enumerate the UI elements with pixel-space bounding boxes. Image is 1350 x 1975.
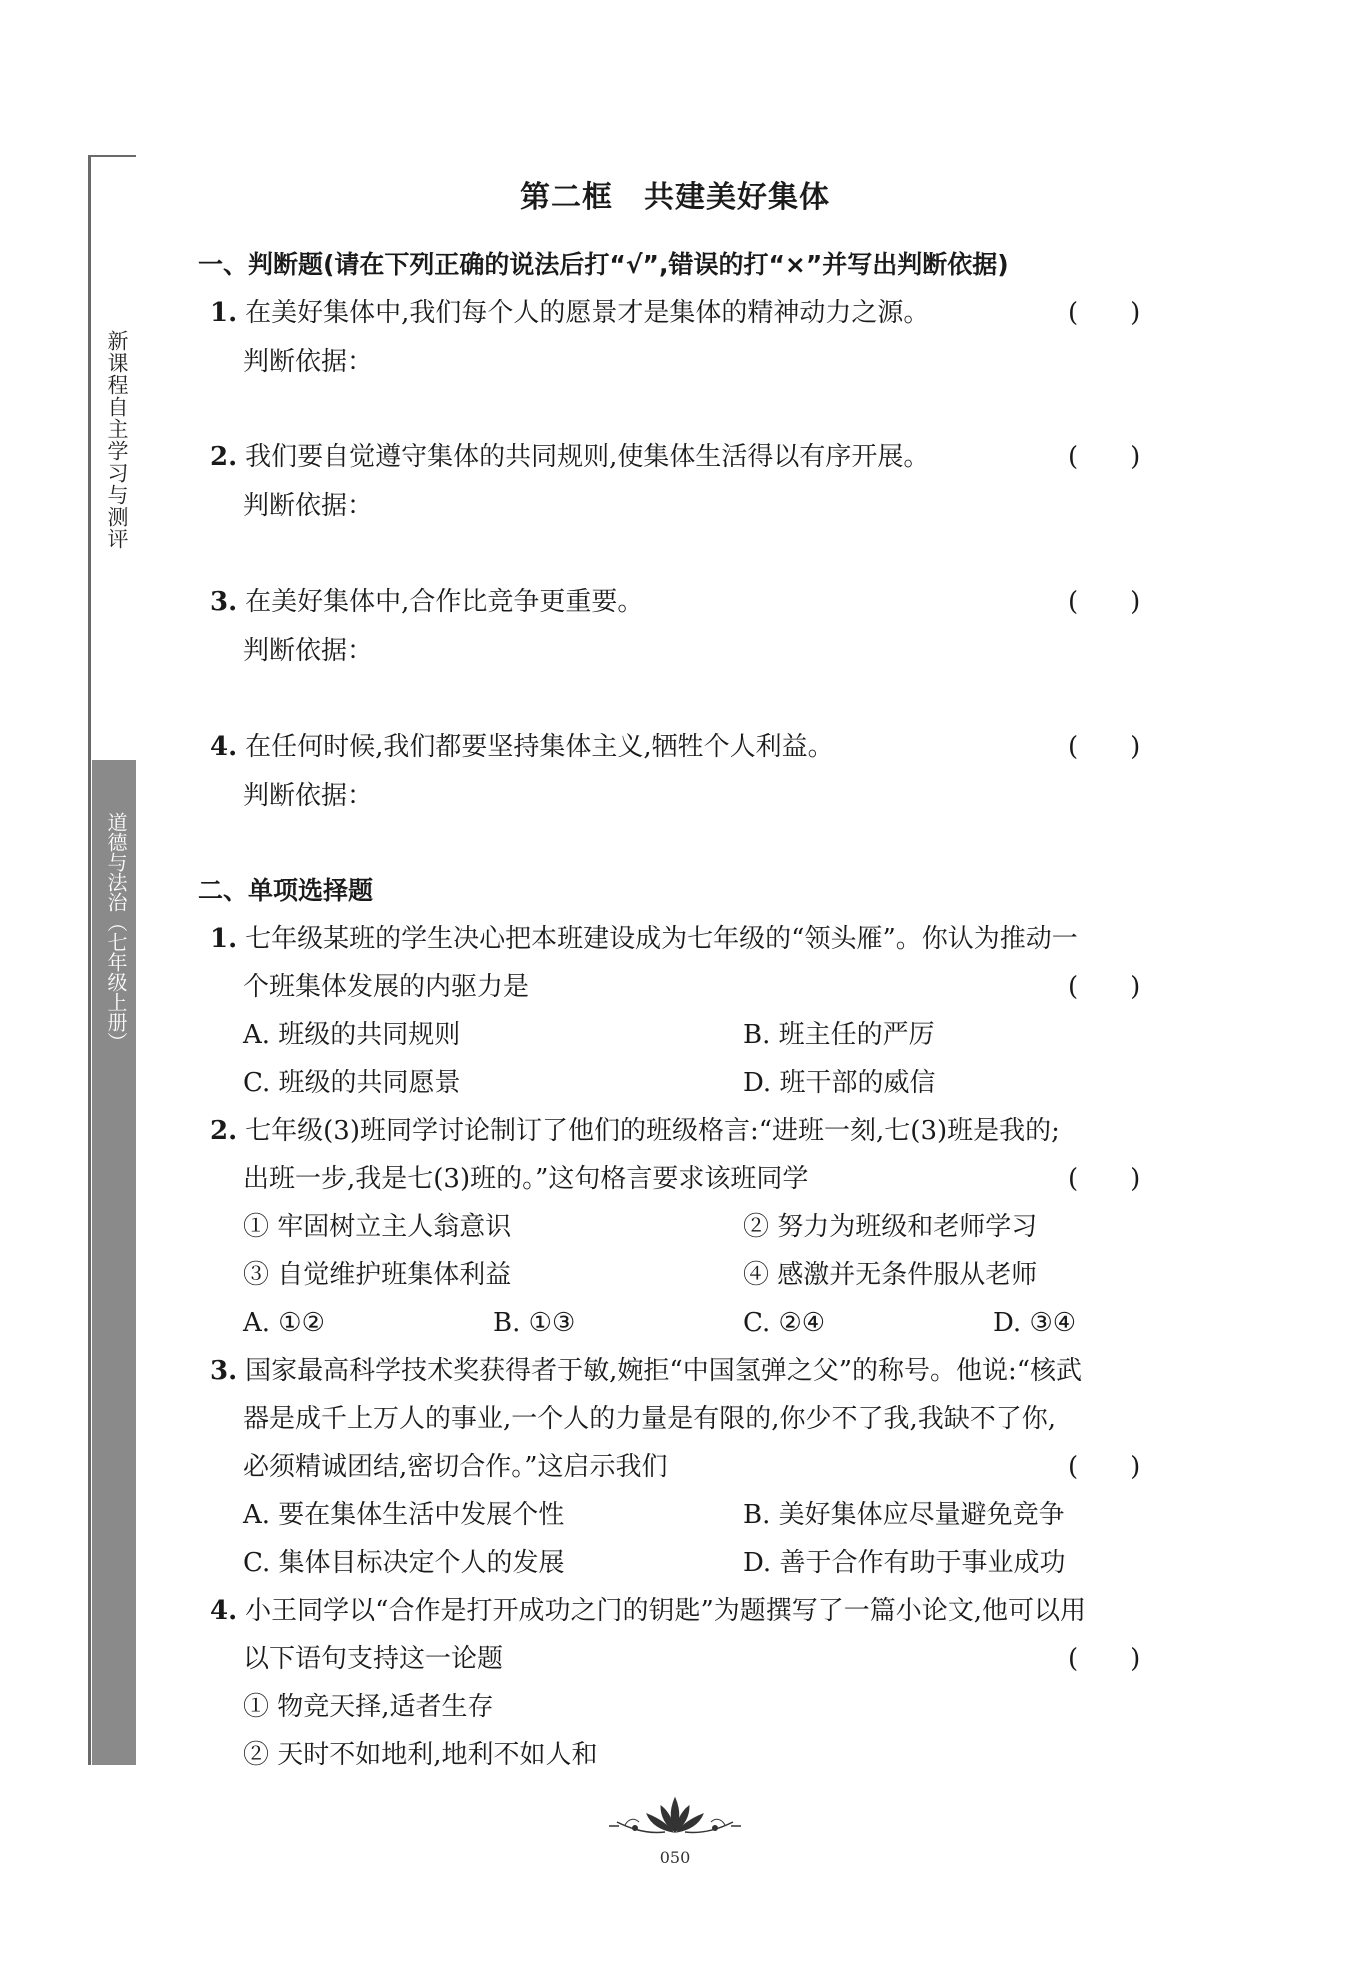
- answer-blank[interactable]: ( ): [1068, 972, 1141, 1002]
- footer-ornament-icon: [595, 1792, 755, 1842]
- option-b[interactable]: B. 班主任的严厉: [743, 1020, 935, 1050]
- item-text: 在美好集体中,我们每个人的愿景才是集体的精神动力之源。: [245, 298, 930, 328]
- judge-item-1: [210, 296, 929, 330]
- statement-3: ③ 自觉维护班集体利益: [243, 1260, 512, 1290]
- question-text: 七年级某班的学生决心把本班建设成为七年级的“领头雁”。你认为推动一: [245, 924, 1078, 954]
- judge-basis-1: 判断依据：: [243, 347, 374, 377]
- series-title: 新课程自主学习与测评: [105, 330, 129, 550]
- option-d[interactable]: D. 班干部的威信: [743, 1068, 936, 1098]
- mc-question-2-line1: [210, 1114, 1060, 1148]
- option-a[interactable]: A. 班级的共同规则: [243, 1020, 461, 1050]
- option-d[interactable]: D. 善于合作有助于事业成功: [743, 1548, 1066, 1578]
- judge-item-2: [210, 440, 929, 474]
- answer-blank[interactable]: ( ): [1068, 298, 1141, 328]
- question-number: 2.: [210, 1116, 238, 1146]
- option-c[interactable]: C. 集体目标决定个人的发展: [243, 1548, 565, 1578]
- option-c[interactable]: C. ②④: [743, 1308, 826, 1338]
- mc-question-3-line1: [210, 1354, 1082, 1388]
- answer-blank[interactable]: ( ): [1068, 1164, 1141, 1194]
- statement-1: ① 牢固树立主人翁意识: [243, 1212, 512, 1242]
- answer-blank[interactable]: ( ): [1068, 587, 1141, 617]
- option-c[interactable]: C. 班级的共同愿景: [243, 1068, 461, 1098]
- answer-blank[interactable]: ( ): [1068, 732, 1141, 762]
- item-text: 我们要自觉遵守集体的共同规则,使集体生活得以有序开展。: [245, 442, 930, 472]
- question-text: 小王同学以“合作是打开成功之门的钥匙”为题撰写了一篇小论文,他可以用: [245, 1596, 1087, 1626]
- judge-basis-3: 判断依据：: [243, 636, 374, 666]
- judge-basis-4: 判断依据：: [243, 781, 374, 811]
- page-title: 第二框 共建美好集体: [520, 180, 830, 215]
- item-text: 在美好集体中,合作比竞争更重要。: [245, 587, 644, 617]
- subject-title: 道德与法治（七年级上册）: [104, 812, 128, 1052]
- option-a[interactable]: A. ①②: [243, 1308, 325, 1338]
- judge-item-4: [210, 730, 834, 764]
- answer-blank[interactable]: ( ): [1068, 442, 1141, 472]
- item-number: 3.: [210, 587, 238, 617]
- answer-blank[interactable]: ( ): [1068, 1452, 1141, 1482]
- statement-2: ② 天时不如地利,地利不如人和: [243, 1740, 598, 1770]
- mc-question-3-line2: 器是成千上万人的事业,一个人的力量是有限的,你少不了我,我缺不了你,: [243, 1404, 1057, 1434]
- option-d[interactable]: D. ③④: [993, 1308, 1077, 1338]
- mc-question-4-line2: 以下语句支持这一论题: [243, 1644, 504, 1674]
- item-text: 在任何时候,我们都要坚持集体主义,牺牲个人利益。: [245, 732, 834, 762]
- item-number: 1.: [210, 298, 238, 328]
- section2-heading: 二、单项选择题: [198, 876, 374, 905]
- judge-item-3: [210, 585, 643, 619]
- question-text: 七年级(3)班同学讨论制订了他们的班级格言:“进班一刻,七(3)班是我的;: [245, 1116, 1060, 1146]
- question-number: 3.: [210, 1356, 238, 1386]
- question-number: 4.: [210, 1596, 238, 1626]
- mc-question-3-line3: 必须精诚团结,密切合作。”这启示我们: [243, 1452, 668, 1482]
- mc-question-1-line1: [210, 922, 1078, 956]
- section1-heading: 一、判断题(请在下列正确的说法后打“√”,错误的打“×”并写出判断依据): [198, 250, 1009, 279]
- answer-blank[interactable]: ( ): [1068, 1644, 1141, 1674]
- option-b[interactable]: B. ①③: [493, 1308, 576, 1338]
- option-b[interactable]: B. 美好集体应尽量避免竞争: [743, 1500, 1065, 1530]
- mc-question-4-line1: [210, 1594, 1086, 1628]
- option-a[interactable]: A. 要在集体生活中发展个性: [243, 1500, 565, 1530]
- question-text: 国家最高科学技术奖获得者于敏,婉拒“中国氢弹之父”的称号。他说:“核武: [245, 1356, 1083, 1386]
- question-number: 1.: [210, 924, 238, 954]
- mc-question-1-line2: 个班集体发展的内驱力是: [243, 972, 530, 1002]
- item-number: 2.: [210, 442, 238, 472]
- statement-2: ② 努力为班级和老师学习: [743, 1212, 1038, 1242]
- statement-4: ④ 感激并无条件服从老师: [743, 1260, 1038, 1290]
- statement-1: ① 物竞天择,适者生存: [243, 1692, 494, 1722]
- mc-question-2-line2: 出班一步,我是七(3)班的。”这句格言要求该班同学: [243, 1164, 809, 1194]
- page-number: 050: [659, 1848, 691, 1867]
- item-number: 4.: [210, 732, 238, 762]
- judge-basis-2: 判断依据：: [243, 491, 374, 521]
